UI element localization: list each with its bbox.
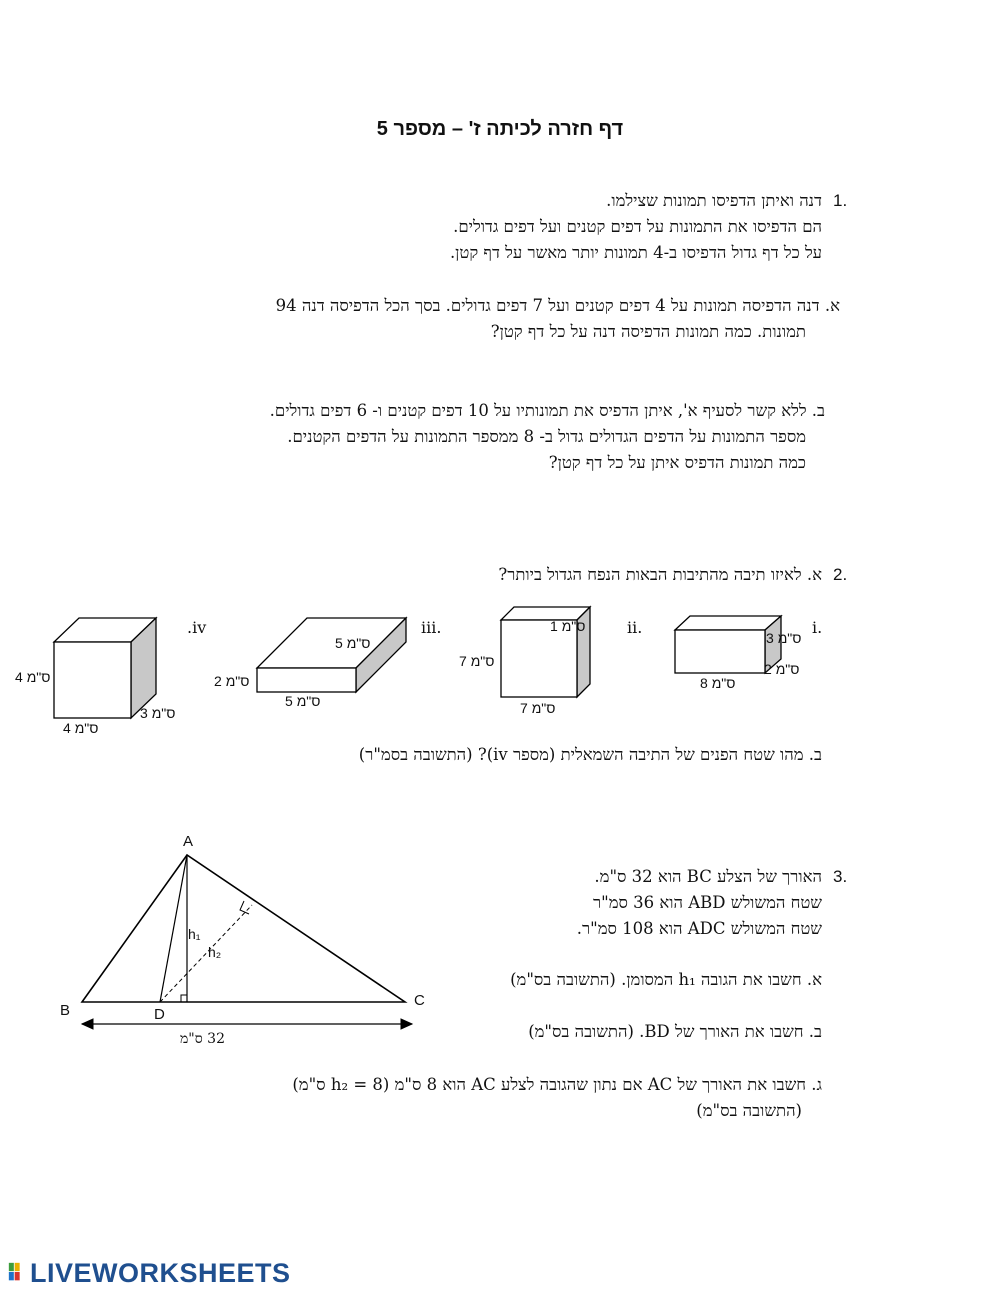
q2b-text: ב. מהו שטח הפנים של התיבה השמאלית (מספר iv)? (התשובה בסמ"ר): [358, 745, 822, 764]
box-iv-depth: 3 ס"מ: [140, 705, 176, 721]
box-iii-label: iii.: [421, 618, 442, 637]
q1-intro-line-2: הם הדפיסו את התמונות על דפים קטנים ועל דפים גדולים.: [453, 217, 822, 236]
box-ii-width: 7 ס"מ: [520, 700, 556, 716]
box-ii-depth: 1 ס"מ: [550, 618, 586, 634]
q1a-line-1: א. דנה הדפיסה תמונות על 4 דפים קטנים ועל 7 דפים גדולים. בסך הכל הדפיסה דנה 94: [275, 296, 840, 315]
q3c-line-2: (התשובה בס"מ): [696, 1101, 802, 1120]
q3a-text: א. חשבו את הגובה h₁ המסומן. (התשובה בס"מ): [510, 970, 822, 989]
q1b-line-3: כמה תמונות הדפיס איתן על כל דף קטן?: [548, 453, 806, 472]
vertex-a-label: A: [183, 833, 194, 850]
q3-intro-line-3: שטח המשולש ADC הוא 108 סמ"ר.: [576, 919, 822, 938]
box-iii-figure: [257, 618, 406, 692]
box-iv-height: 4 ס"מ: [15, 669, 51, 685]
triangle-figure: [82, 855, 412, 1029]
q1-number: 1.: [833, 191, 848, 210]
base-length-label: 32 ס"מ: [180, 1031, 225, 1047]
h2-label: h₂: [208, 944, 222, 960]
q3b-text: ב. חשבו את האורך של BD. (התשובה בס"מ): [528, 1022, 822, 1041]
q1-intro-line-1: דנה ואיתן הדפיסו תמונות שצילמו.: [606, 191, 822, 210]
box-i-height: 3 ס"מ: [766, 630, 802, 646]
box-iv-width: 4 ס"מ: [63, 720, 99, 736]
box-iv-figure: [54, 618, 156, 718]
page-title: דף חזרה לכיתה ז' – מספר 5: [376, 118, 624, 140]
q1-intro-line-3: על כל דף גדול הדפיסו ב-4 תמונות יותר מאשר על דף קטן.: [449, 243, 822, 262]
q2a-text: א. לאיזו תיבה מהתיבות הבאות הנפח הגדול ביותר?: [498, 565, 822, 584]
box-iii-width: 5 ס"מ: [285, 693, 321, 709]
liveworksheets-logo-icon: [8, 1261, 28, 1283]
vertex-c-label: C: [414, 992, 425, 1009]
q3-intro-line-1: האורך של הצלע BC הוא 32 ס"מ.: [594, 867, 822, 886]
q1b-line-1: ב. ללא קשר לסעיף א', איתן הדפיס את תמונותיו על 10 דפים קטנים ו- 6 דפים גדולים.: [269, 401, 825, 420]
q2-number: 2.: [833, 565, 848, 584]
h1-label: h₁: [188, 926, 201, 942]
point-d-label: D: [154, 1006, 165, 1023]
box-ii-label: ii.: [627, 618, 643, 637]
box-iii-height: 2 ס"מ: [214, 673, 250, 689]
q1b-line-2: מספר התמונות על הדפים הגדולים גדול ב- 8 ממספר התמונות על הדפים הקטנים.: [287, 427, 806, 446]
q3-intro-line-2: שטח המשולש ABD הוא 36 סמ"ר: [593, 893, 822, 912]
q3-number: 3.: [833, 867, 848, 886]
q1a-line-2: תמונות. כמה תמונות הדפיסה דנה על כל דף קטן?: [490, 322, 806, 341]
box-i-label: i.: [812, 618, 823, 637]
q3c-line-1: ג. חשבו את האורך של AC אם נתון שהגובה לצלע AC הוא 8 ס"מ (h₂ = 8 ס"מ): [292, 1075, 822, 1094]
vertex-b-label: B: [60, 1002, 71, 1019]
liveworksheets-logo[interactable]: LIVEWORKSHEETS: [30, 1258, 291, 1288]
box-i-depth: 2 ס"מ: [764, 661, 800, 677]
box-iv-label: .iv: [187, 618, 207, 637]
box-ii-height: 7 ס"מ: [459, 653, 495, 669]
box-i-width: 8 ס"מ: [700, 675, 736, 691]
box-iii-depth: 5 ס"מ: [335, 635, 371, 651]
